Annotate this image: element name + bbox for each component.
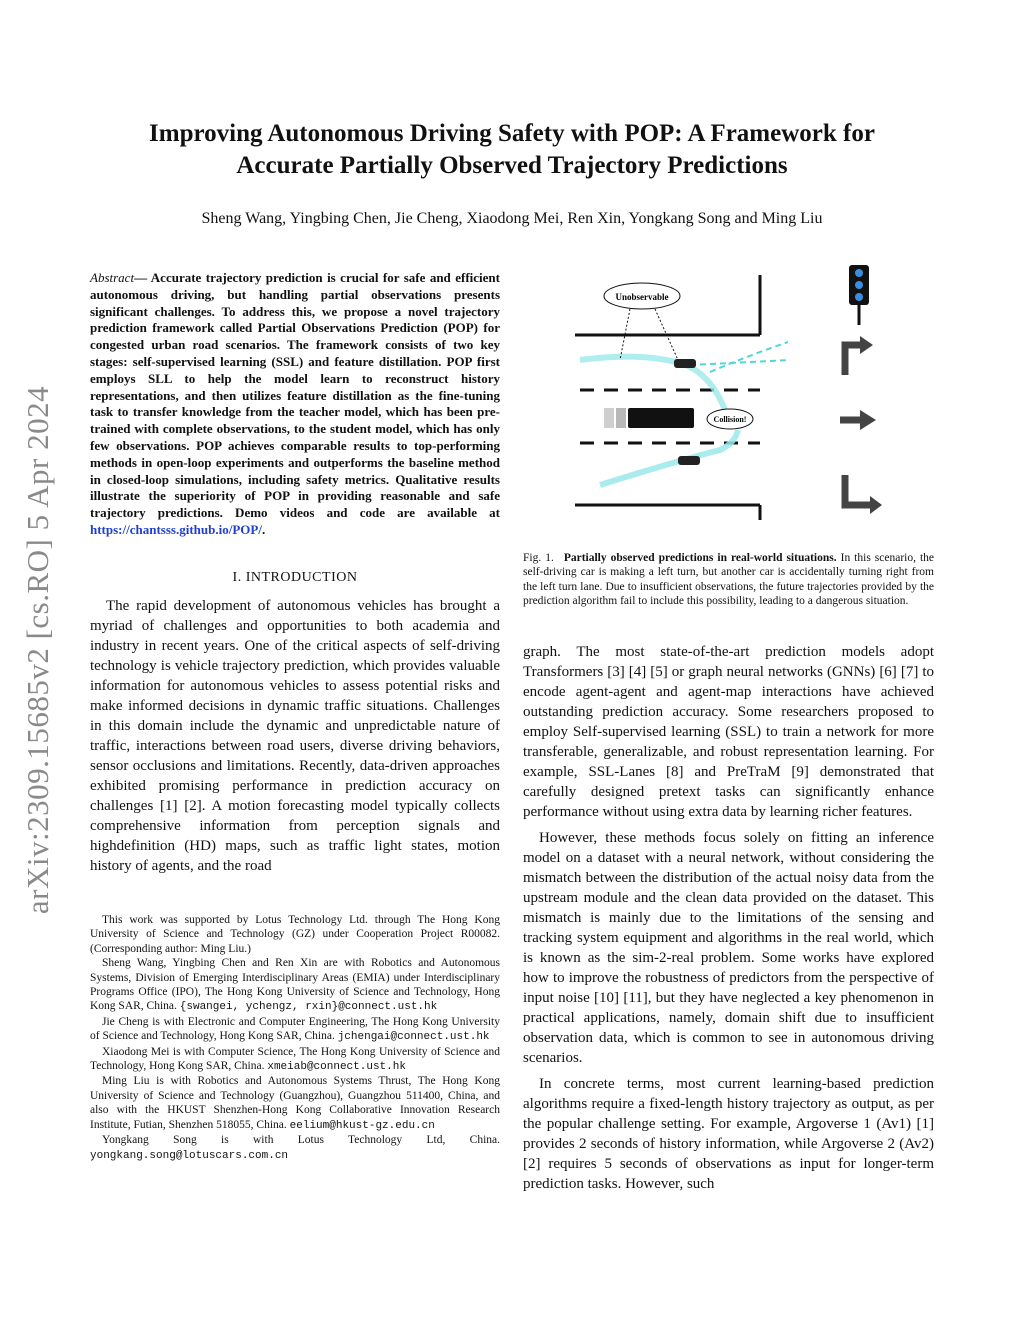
arxiv-stamp: arXiv:2309.15685v2 [cs.RO] 5 Apr 2024 [20, 385, 55, 915]
footnote-aff5: Yongkang Song is with Lotus Technology Ltd, China. yongkang.song@lotuscars.com.cn [90, 1134, 500, 1162]
footnote-aff3: Xiaodong Mei is with Computer Science, The Hong Kong University of Science and Technology, Hong Kong SAR, China. xmeiab@connect.ust.hk [90, 1045, 500, 1074]
abstract: Abstract— Accurate trajectory prediction is crucial for safe and efficient autonomous driving, but handling partial observations presents significant challenges. To address this, we propose a novel trajectory prediction framework called Partial Observations Prediction (POP) for congested urban road scenarios. The framework consists of two key stages: self-supervised learning (SSL) and feature distillation. POP first employs SLL to help the model learn to reconstruct history representations, and then utilizes feature distillation as the fine-tuning task to transfer knowledge from the teacher model, which has been pre-trained with complete observations, to the student model, which has only few observations. POP achieves comparable results to top-performing methods in open-loop experiments and outperforms the baseline method in closed-loop simulations, including safety metrics. Qualitative results illustrate the superiority of POP in providing reasonable and safe trajectory predictions. Demo videos and code are available at https://chantsss.github.io/POP/. [90, 270, 500, 537]
footnote-aff1: Sheng Wang, Yingbing Chen and Ren Xin are with Robotics and Autonomous Systems, Division of Emerging Interdisciplinary Areas (EMIA) under Interdisciplinary Programs Office (IPO), The Hong Kong University of Science and Technology, Hong Kong SAR, China. {swangei, ychengz, rxin}@connect.ust.hk [90, 957, 500, 1014]
footnotes [90, 913, 500, 1163]
figure-illustration [560, 260, 900, 530]
figure-caption: Fig. 1. Partially observed predictions in real-world situations. In this scenario, the self-driving car is making a left turn, but another car is accidentally turning right from the left turn lane. Due to insufficient observations, the future trajectories provided by the prediction algorithm fail to include this possibility, leading to a dangerous situation. [523, 552, 934, 608]
demo-link[interactable]: https://chantsss.github.io/POP/ [90, 521, 262, 537]
footnote-aff2: Jie Cheng is with Electronic and Computer Engineering, The Hong Kong University of Science and Technology, Hong Kong SAR, China. jchengai@connect.ust.hk [90, 1015, 500, 1044]
label-collision: Collision! [713, 415, 747, 424]
intro-text: The rapid development of autonomous vehicles has brought a myriad of challenges and opportunities to both academia and industry in recent years. One of the critical aspects of self-driving technology is vehicle trajectory prediction, which provides valuable information for autonomous vehicles to assess potential risks and make informed decisions in dynamic traffic situations. Challenges in this domain include the dynamic and unpredictable nature of traffic, interactions between road users, diverse driving behaviors, sensor occlusions and limitations. Recently, data-driven approaches exhibited promising performance in prediction accuracy on challenges [1] [2]. A motion forecasting model typically collects comprehensive information from perception signals and highdefinition (HD) maps, such as traffic light states, motion history of agents, and the road [90, 598, 500, 874]
right-column-text [523, 642, 934, 1194]
footnote-aff4: Ming Liu is with Robotics and Autonomous Systems Thrust, The Hong Kong University of Science and Technology (Guangzhou), Guangzhou 511400, China, and also with the HKUST Shenzhen-Hong Kong Collaborative Innovation Research Institute, Futian, Shenzhen 518055, China. eelium@hkust-gz.edu.cn [90, 1075, 500, 1132]
paragraph: In concrete terms, most current learning-based prediction algorithms require a fixed-length history trajectory as output, as per the popular challenge setting. For example, Argoverse 1 (Av1) [1] provides 2 seconds of history information, while Argoverse 2 (Av2) [2] requires 5 seconds of observations as input for longer-term prediction tasks. However, such [523, 1076, 934, 1192]
paper-title: Improving Autonomous Driving Safety with POP: A Framework for Accurate Partially Observed Trajectory Predictions [149, 120, 875, 179]
label-unobservable: Unobservable [615, 292, 669, 302]
author-list: Sheng Wang, Yingbing Chen, Jie Cheng, Xiaodong Mei, Ren Xin, Yongkang Song and Ming Liu [201, 210, 823, 227]
section-heading: I. INTRODUCTION [232, 570, 358, 585]
abstract-label: Abstract [90, 270, 135, 285]
footnote-support: This work was supported by Lotus Technology Ltd. through The Hong Kong University of Science and Technology (GZ) under Cooperation Project R00082. (Corresponding author: Ming Liu.) [90, 914, 500, 955]
paragraph: However, these methods focus solely on fitting an inference model on a dataset with a neural network, without considering the mismatch between the distribution of the actual noisy data from the upstream module and the clean data provided on the dataset. This mismatch is mainly due to the limitations of the sensing and tracking system equipment and algorithms in the real world, which is known as the sim-2-real problem. Some works have explored how to improve the robustness of predictors from the perspective of input noise [10] [11], but they have neglected a key phenomenon in practical applications, namely, domain shift due to insufficient observation data, which is common to see in autonomous driving scenarios. [523, 830, 934, 1066]
paragraph: graph. The most state-of-the-art prediction models adopt Transformers [3] [4] [5] or graph neural networks (GNNs) [6] [7] to encode agent-agent and agent-map interactions have achieved outstanding prediction accuracy. Some researchers proposed to employ Self-supervised learning (SSL) to train a network for more transferable, generalizable, and robust representation learning. For example, SSL-Lanes [8] and PreTraM [9] demonstrated that carefully designed pretext tasks can significantly enhance performance without using extra data by learning richer features. [523, 644, 934, 820]
